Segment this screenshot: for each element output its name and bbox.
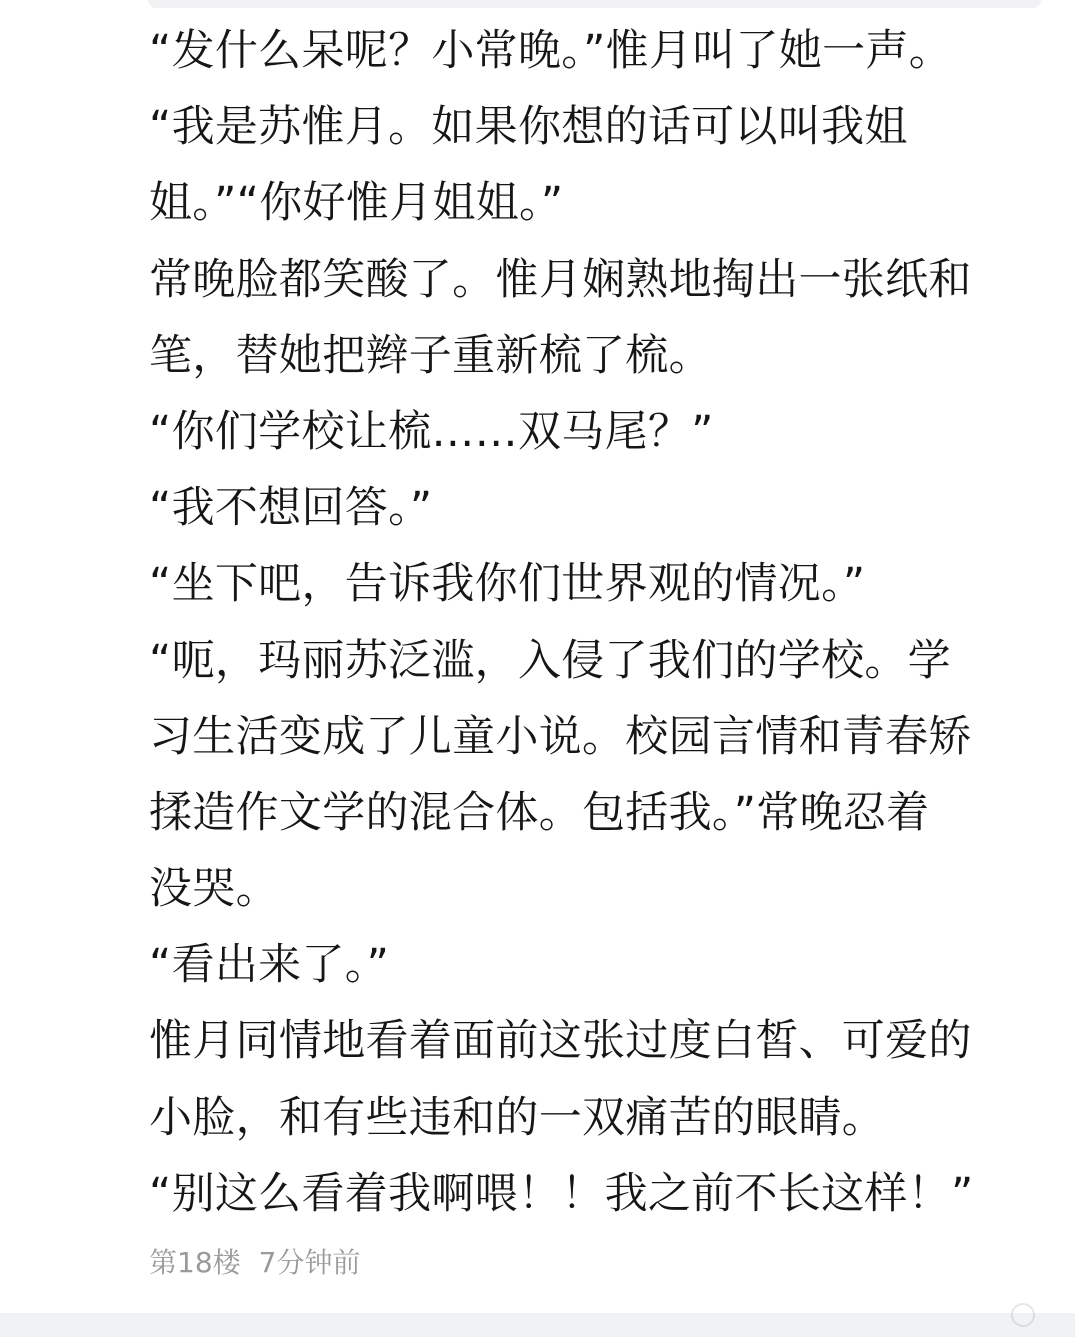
floor-number: 第18楼	[149, 1246, 241, 1279]
post-text-line: “看出来了。”	[149, 940, 390, 991]
post-text-line: “发什么呆呢？小常晚。”惟月叫了她一声。	[149, 26, 953, 76]
post-text-line: 常晚脸都笑酸了。惟月娴熟地掏出一张纸和	[149, 254, 972, 305]
post-meta	[149, 1245, 360, 1281]
post-text-line: 揉造作文学的混合体。包括我。”常晚忍着	[149, 787, 930, 838]
post-text-line: “呃，玛丽苏泛滥，入侵了我们的学校。学	[149, 635, 951, 686]
post-text-line: 没哭。	[149, 864, 279, 915]
post-text-line: 惟月同情地看着面前这张过度白皙、可爱的	[149, 1016, 972, 1067]
watermark-logo-icon	[1011, 1303, 1035, 1327]
post-text-line: 小脸，和有些违和的一双痛苦的眼睛。	[149, 1092, 886, 1143]
post-text-line: “坐下吧，告诉我你们世界观的情况。”	[149, 559, 866, 610]
previous-card-edge	[148, 0, 1041, 8]
card-separator	[0, 1313, 1075, 1337]
post-time: 7分钟前	[258, 1246, 361, 1279]
post-text-line: “别这么看着我啊喂！！我之前不长这样！”	[149, 1168, 974, 1219]
post-text-line: “我不想回答。”	[149, 483, 433, 534]
post-text-line: “你们学校让梳……双马尾？”	[149, 406, 714, 457]
post-text-line: 笔，替她把辫子重新梳了梳。	[149, 330, 712, 381]
post-text-line: 姐。”“你好惟月姐姐。”	[149, 178, 564, 229]
post-text-line: “我是苏惟月。如果你想的话可以叫我姐	[149, 102, 908, 153]
post-text-line: 习生活变成了儿童小说。校园言情和青春矫	[149, 711, 972, 762]
post-body	[149, 13, 1049, 1232]
watermark	[1011, 1300, 1035, 1330]
